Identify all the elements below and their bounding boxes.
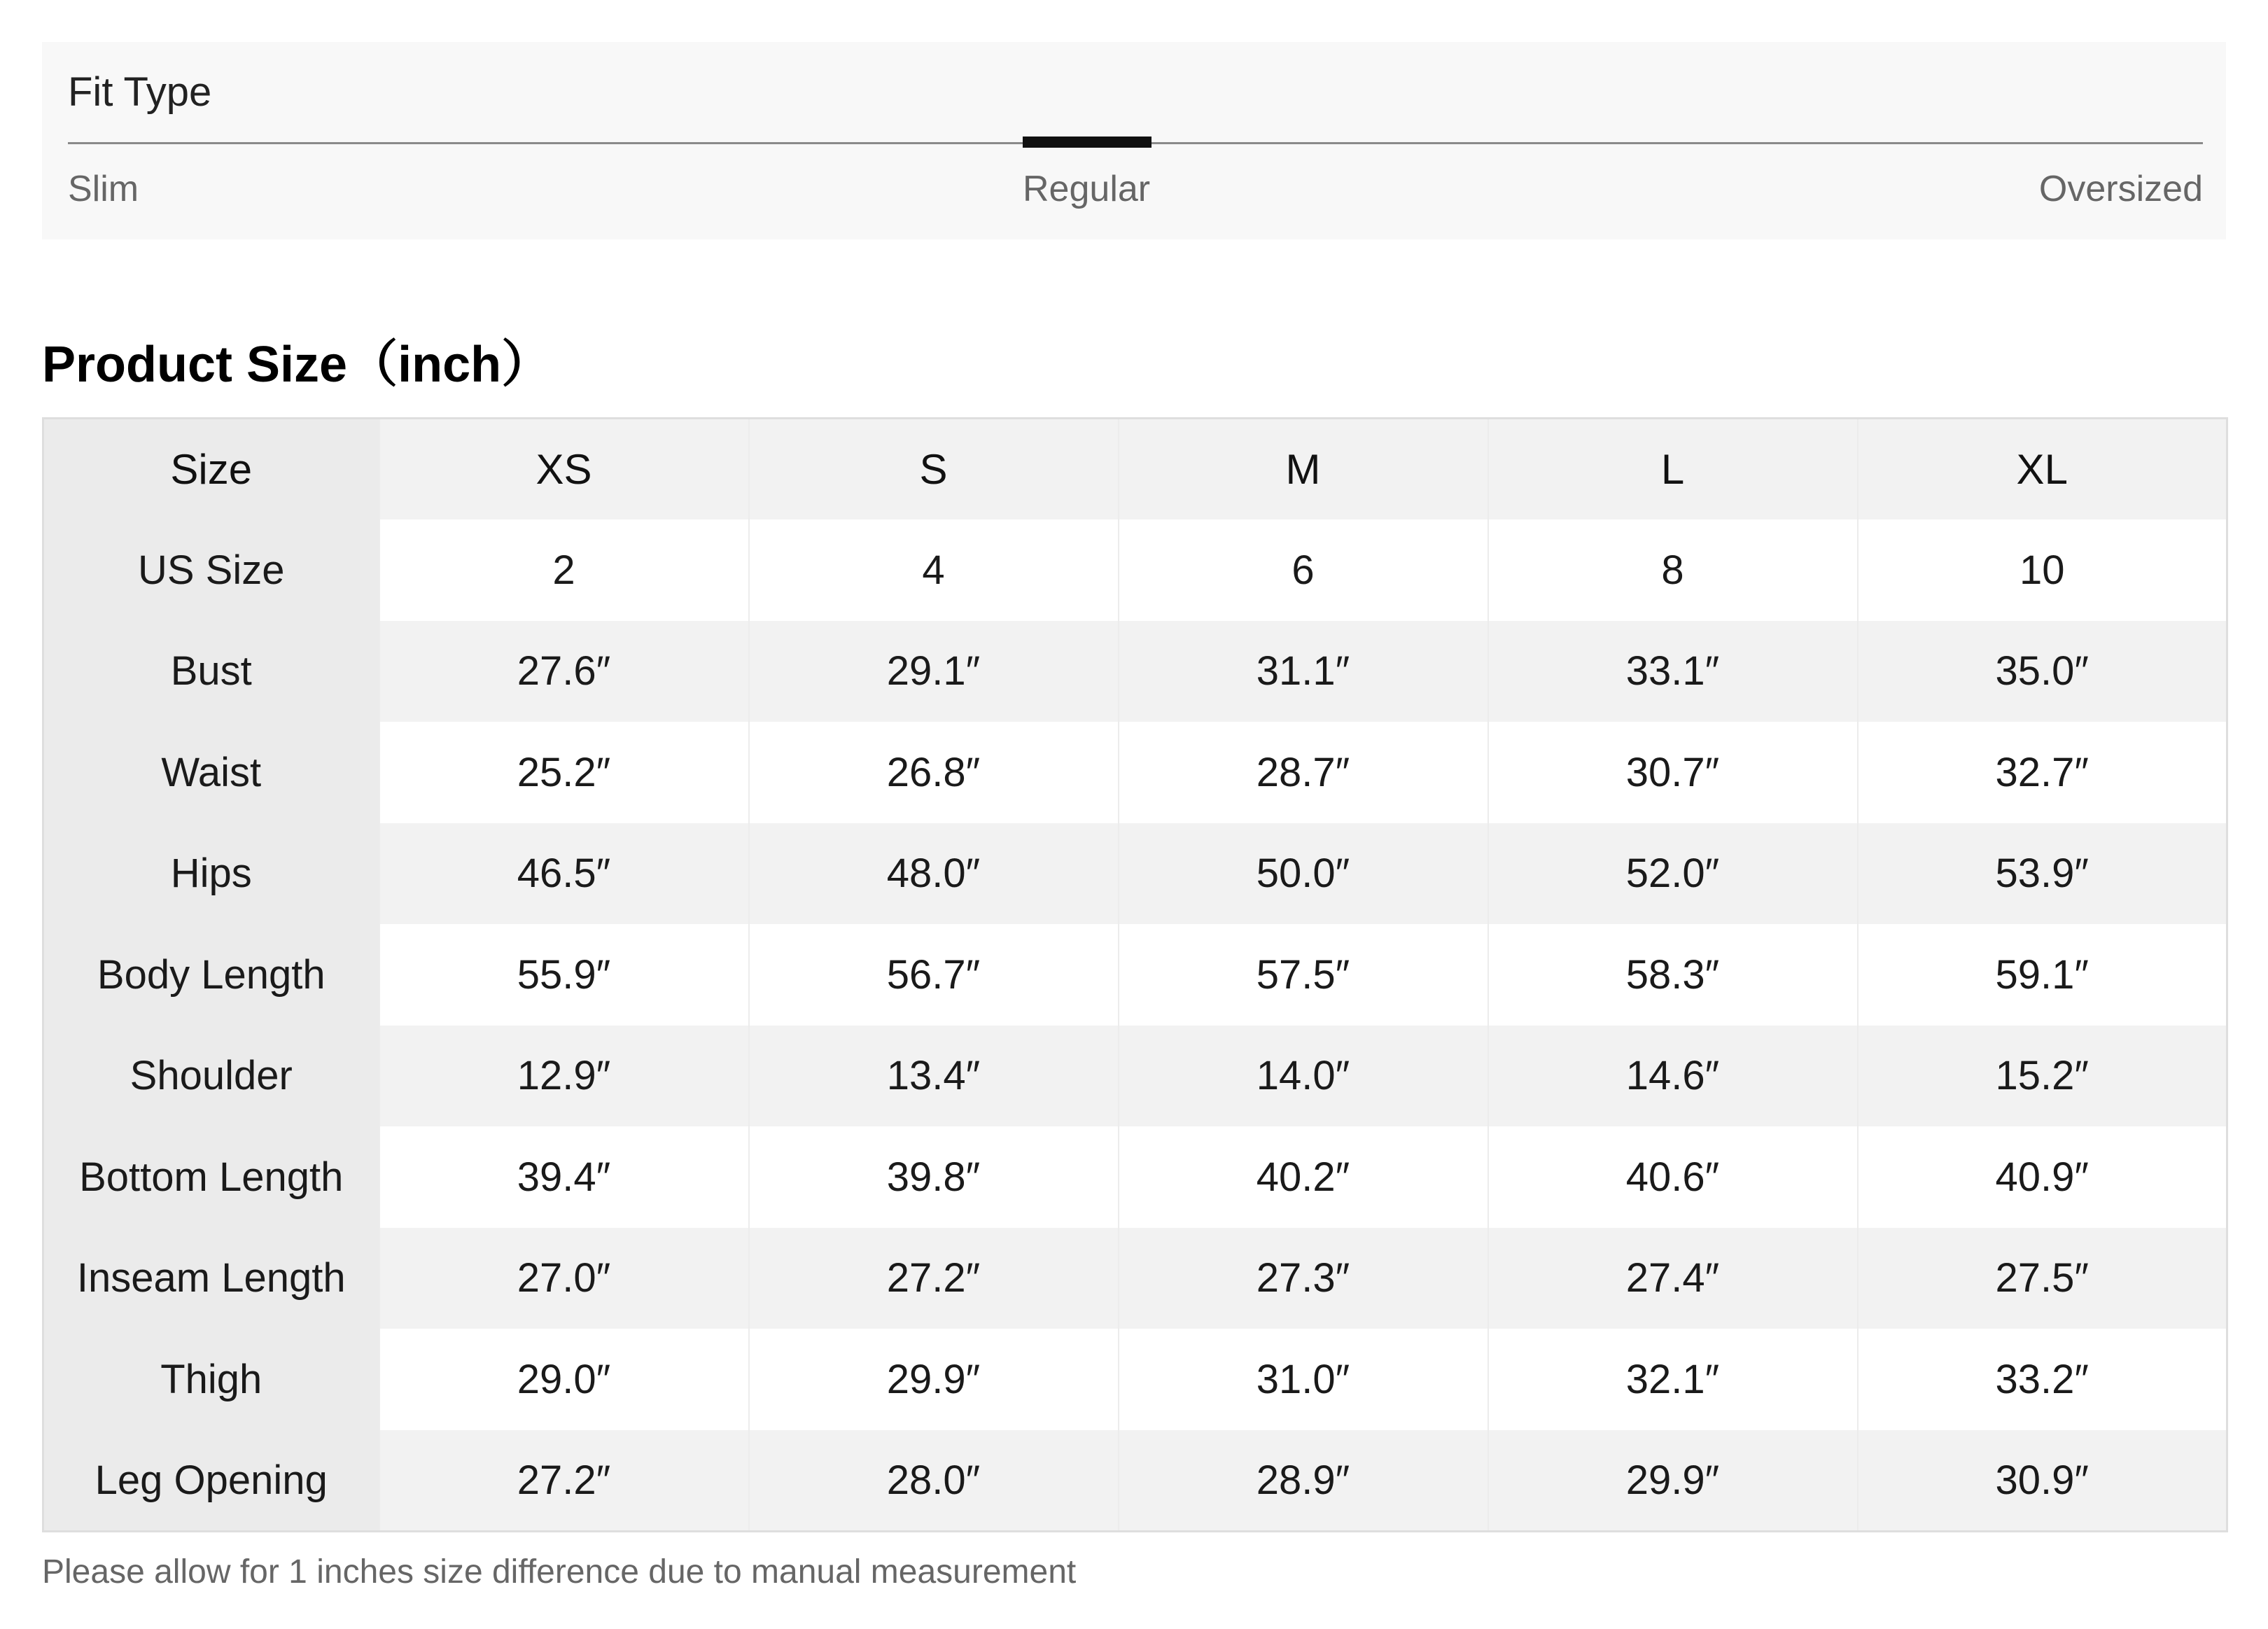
table-cell: 39.4″: [379, 1126, 749, 1228]
table-cell: 15.2″: [1858, 1026, 2227, 1127]
table-cell: 58.3″: [1488, 924, 1858, 1026]
table-cell: 32.1″: [1488, 1329, 1858, 1430]
table-row: [43, 722, 2227, 823]
table-cell: 25.2″: [379, 722, 749, 823]
table-cell: 27.0″: [379, 1228, 749, 1329]
table-cell: 27.4″: [1488, 1228, 1858, 1329]
table-cell: 2: [379, 519, 749, 621]
row-label: Waist: [43, 722, 379, 823]
table-cell: 29.1″: [749, 621, 1119, 722]
table-cell: 59.1″: [1858, 924, 2227, 1026]
table-row: [43, 621, 2227, 722]
table-row: [43, 823, 2227, 925]
table-cell: 26.8″: [749, 722, 1119, 823]
table-cell: 10: [1858, 519, 2227, 621]
table-cell: 12.9″: [379, 1026, 749, 1127]
table-cell: 4: [749, 519, 1119, 621]
fit-type-title: Fit Type: [68, 69, 212, 115]
table-cell: 39.8″: [749, 1126, 1119, 1228]
table-cell: 56.7″: [749, 924, 1119, 1026]
header-cell: XL: [1858, 419, 2227, 520]
measurement-note: Please allow for 1 inches size difference due to manual measurement: [42, 1553, 1077, 1590]
row-label: Bottom Length: [43, 1126, 379, 1228]
table-cell: 28.0″: [749, 1430, 1119, 1532]
table-row: [43, 1228, 2227, 1329]
table-row: [43, 519, 2227, 621]
table-cell: 27.6″: [379, 621, 749, 722]
fit-type-marker: [1023, 137, 1152, 148]
table-cell: 29.9″: [749, 1329, 1119, 1430]
header-cell: S: [749, 419, 1119, 520]
table-cell: 27.3″: [1119, 1228, 1488, 1329]
table-cell: 32.7″: [1858, 722, 2227, 823]
table-row: [43, 1430, 2227, 1532]
header-cell: L: [1488, 419, 1858, 520]
table-cell: 27.5″: [1858, 1228, 2227, 1329]
row-label: US Size: [43, 519, 379, 621]
table-cell: 40.2″: [1119, 1126, 1488, 1228]
table-cell: 33.1″: [1488, 621, 1858, 722]
header-cell-size: Size: [43, 419, 379, 520]
table-row: [43, 1026, 2227, 1127]
row-label: Bust: [43, 621, 379, 722]
table-cell: 14.6″: [1488, 1026, 1858, 1127]
table-cell: 27.2″: [379, 1430, 749, 1532]
fit-label-slim: Slim: [68, 169, 139, 209]
table-cell: 30.7″: [1488, 722, 1858, 823]
header-cell: M: [1119, 419, 1488, 520]
table-cell: 13.4″: [749, 1026, 1119, 1127]
fit-type-panel: [42, 42, 2226, 239]
table-cell: 48.0″: [749, 823, 1119, 925]
table-row: [43, 1126, 2227, 1228]
table-cell: 8: [1488, 519, 1858, 621]
table-cell: 29.0″: [379, 1329, 749, 1430]
table-header-row: [43, 419, 2227, 520]
row-label: Inseam Length: [43, 1228, 379, 1329]
row-label: Leg Opening: [43, 1430, 379, 1532]
table-cell: 55.9″: [379, 924, 749, 1026]
table-cell: 52.0″: [1488, 823, 1858, 925]
table-cell: 14.0″: [1119, 1026, 1488, 1127]
table-cell: 31.1″: [1119, 621, 1488, 722]
table-cell: 33.2″: [1858, 1329, 2227, 1430]
table-cell: 46.5″: [379, 823, 749, 925]
table-cell: 28.9″: [1119, 1430, 1488, 1532]
table-row: [43, 1329, 2227, 1430]
table-cell: 31.0″: [1119, 1329, 1488, 1430]
table-cell: 40.6″: [1488, 1126, 1858, 1228]
table-cell: 57.5″: [1119, 924, 1488, 1026]
fit-label-regular: Regular: [1023, 169, 1151, 209]
table-cell: 53.9″: [1858, 823, 2227, 925]
table-cell: 30.9″: [1858, 1430, 2227, 1532]
table-cell: 50.0″: [1119, 823, 1488, 925]
row-label: Hips: [43, 823, 379, 925]
table-cell: 40.9″: [1858, 1126, 2227, 1228]
row-label: Body Length: [43, 924, 379, 1026]
size-table: [42, 417, 2228, 1532]
table-cell: 6: [1119, 519, 1488, 621]
row-label: Shoulder: [43, 1026, 379, 1127]
row-label: Thigh: [43, 1329, 379, 1430]
table-cell: 35.0″: [1858, 621, 2227, 722]
table-cell: 27.2″: [749, 1228, 1119, 1329]
table-cell: 28.7″: [1119, 722, 1488, 823]
table-row: [43, 924, 2227, 1026]
table-cell: 29.9″: [1488, 1430, 1858, 1532]
product-size-heading: Product Size（inch）: [42, 337, 552, 393]
header-cell: XS: [379, 419, 749, 520]
fit-label-oversized: Oversized: [2038, 169, 2203, 209]
